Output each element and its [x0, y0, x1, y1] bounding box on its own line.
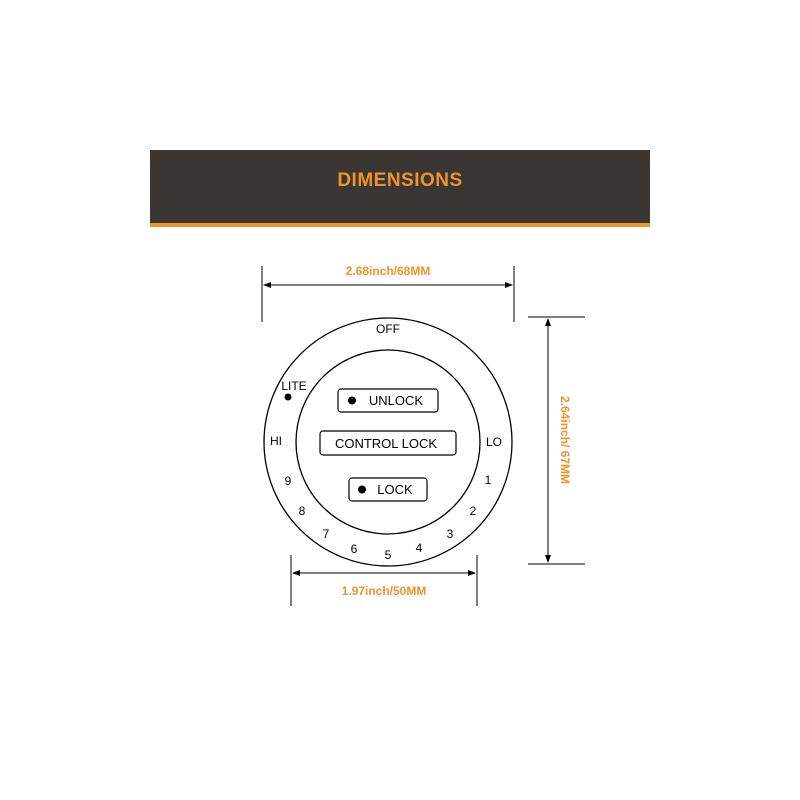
unlock-button[interactable] [338, 389, 438, 412]
width-arrow-left [263, 282, 271, 288]
header-title: DIMENSIONS [337, 170, 463, 191]
dial-number-9: 9 [284, 474, 292, 488]
dial-number-6: 6 [350, 542, 358, 556]
width-label: 2.68inch/68MM [345, 264, 431, 278]
lock-dot-icon [358, 486, 366, 494]
lock-button[interactable] [349, 478, 427, 501]
unlock-dot-icon [348, 397, 356, 405]
height-arrow-bottom [545, 555, 551, 563]
dial-number-4: 4 [415, 541, 423, 555]
control-lock-button-label: CONTROL LOCK [334, 436, 438, 451]
height-label: 2.64inch/ 67MM [558, 395, 572, 485]
dial-label-lo: LO [485, 435, 503, 449]
height-dimension [528, 317, 585, 564]
dial-number-7: 7 [322, 527, 330, 541]
dial-number-8: 8 [298, 504, 306, 518]
inner-arrow-left [292, 570, 300, 576]
dial-label-lite: LITE [281, 379, 307, 393]
unlock-button-label: UNLOCK [368, 393, 424, 408]
control-lock-button[interactable] [320, 431, 456, 455]
lock-button-label: LOCK [377, 482, 413, 497]
inner-arrow-right [468, 570, 476, 576]
width-dimension [262, 264, 514, 322]
width-arrow-right [505, 282, 513, 288]
dial-number-5: 5 [384, 548, 392, 562]
dial-number-2: 2 [469, 504, 477, 518]
inner-label: 1.97inch/50MM [341, 584, 427, 598]
inner-dimension [291, 555, 477, 606]
dial-number-1: 1 [484, 473, 492, 487]
control-dial [264, 318, 512, 566]
dial-label-hi: HI [270, 434, 282, 448]
dial-label-off: OFF [376, 322, 400, 336]
lite-indicator-dot [285, 394, 292, 401]
dial-number-3: 3 [446, 527, 454, 541]
height-arrow-top [545, 318, 551, 326]
